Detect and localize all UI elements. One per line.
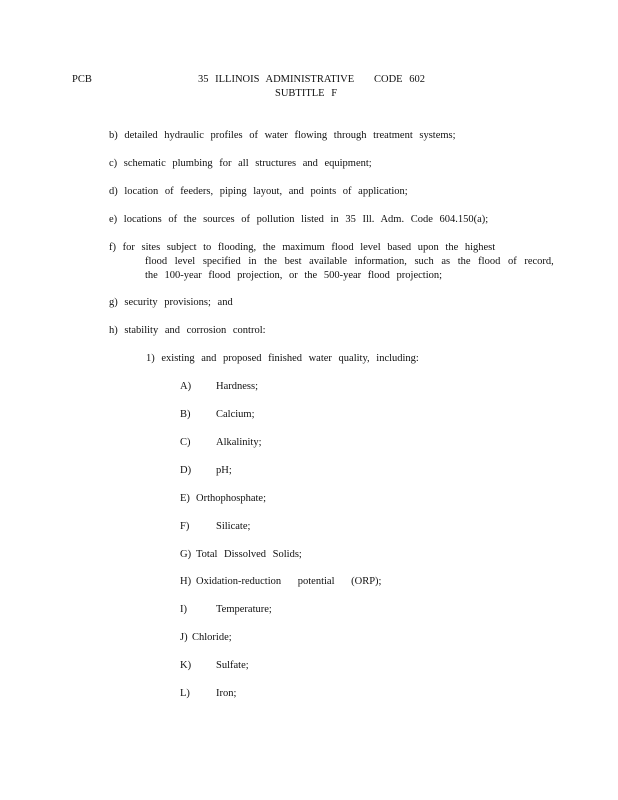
subitem-text: Orthophosphate; [196, 493, 266, 504]
subitem-text: Sulfate; [216, 660, 249, 671]
subitem-text: Temperature; [216, 604, 272, 615]
header-title: 35 ILLINOIS ADMINISTRATIVE [198, 74, 355, 85]
subitem-text: Oxidation-reduction potential (ORP); [196, 576, 382, 587]
header-left: PCB [72, 74, 92, 85]
subitem-letter: B) [180, 409, 191, 420]
subitem-text: Alkalinity; [216, 437, 262, 448]
subitem-text: Total Dissolved Solids; [196, 549, 302, 560]
subitem-text: Iron; [216, 688, 237, 699]
item-f-line1: f) for sites subject to flooding, the maximum flood level based upon the highest [109, 242, 496, 253]
item-g: g) security provisions; and [109, 297, 233, 308]
subitem-letter: A) [180, 381, 192, 392]
item-h1: 1) existing and proposed finished water quality, including: [146, 353, 419, 364]
subitem-letter: L) [180, 688, 190, 699]
item-b: b) detailed hydraulic profiles of water flowing through treatment systems; [109, 130, 456, 141]
header-subtitle: SUBTITLE F [275, 88, 338, 99]
item-c: c) schematic plumbing for all structures and equipment; [109, 158, 372, 169]
subitem-text: pH; [216, 465, 232, 476]
subitem-letter: K) [180, 660, 192, 671]
subitem-text: Hardness; [216, 381, 258, 392]
subitem-letter: H) [180, 576, 192, 587]
subitem-letter: I) [180, 604, 187, 615]
subitem-letter: D) [180, 465, 192, 476]
subitem-letter: J) [180, 632, 188, 643]
subitem-text: Calcium; [216, 409, 255, 420]
item-h: h) stability and corrosion control: [109, 325, 266, 336]
header-code: CODE 602 [374, 74, 425, 85]
item-f-line3: the 100-year flood projection, or the 500-year flood projection; [145, 270, 443, 281]
subitem-letter: G) [180, 549, 192, 560]
subitem-letter: F) [180, 521, 190, 532]
subitem-letter: C) [180, 437, 191, 448]
subitem-letter: E) [180, 493, 190, 504]
subitem-text: Silicate; [216, 521, 251, 532]
item-e: e) locations of the sources of pollution listed in 35 Ill. Adm. Code 604.150(a); [109, 214, 489, 225]
item-f-line2: flood level specified in the best available information, such as the flood of record, [145, 256, 554, 267]
subitem-text: Chloride; [192, 632, 232, 643]
item-d: d) location of feeders, piping layout, and points of application; [109, 186, 408, 197]
